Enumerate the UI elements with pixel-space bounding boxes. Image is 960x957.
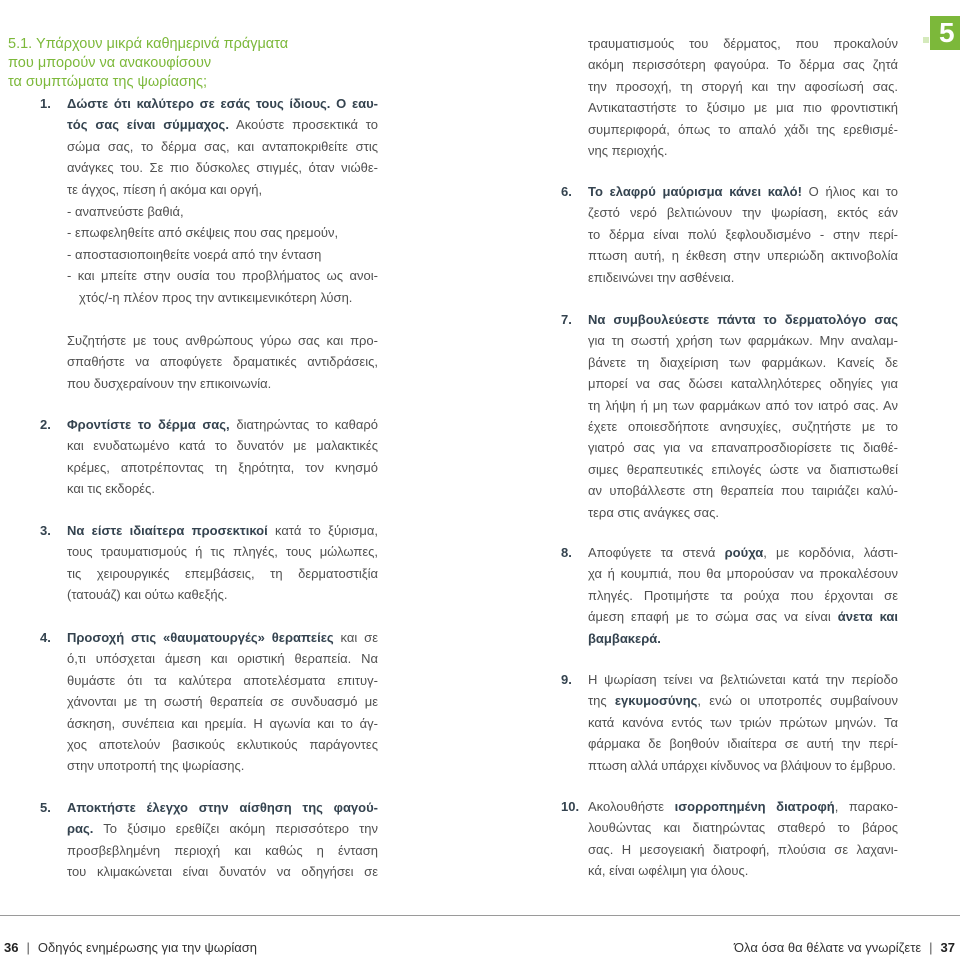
emphasized-text: ρας. [67, 821, 94, 837]
list-item-9 [561, 669, 898, 776]
text-line [67, 691, 378, 712]
text-line [561, 796, 898, 817]
body-text: , με κορδόνια, λάστι- [763, 545, 898, 560]
footer-right [734, 940, 955, 956]
body-text: μπορεί να σας δώσει καταλληλότερες οδηγίες για [588, 376, 898, 392]
list-item-8 [561, 542, 898, 649]
text-line [588, 502, 898, 523]
body-text: κά, είναι ωφέλιμη για όλους. [588, 863, 749, 879]
body-text: χα ή κουμπιά, που θα μπορούσαν να προκαλέσουν [588, 566, 898, 582]
text-line [67, 201, 378, 222]
body-text: τερα στις ανάγκες σας. [588, 504, 719, 520]
chapter-number: 5 [939, 17, 955, 48]
body-text: νης περιοχής. [588, 143, 668, 159]
text-line [588, 459, 898, 480]
body-text: αν υποβάλλεστε στη θεραπεία που ταιριάζει καλύ- [588, 483, 898, 499]
body-text: θυμάστε ότι τα καλύτερα αποτελέσματα επιτυγ- [67, 672, 378, 688]
bullet-item [67, 222, 378, 243]
body-text: της [588, 693, 615, 709]
text-line [588, 352, 898, 373]
footer-separator: | [26, 940, 30, 955]
emphasized-text: Να είστε ιδιαίτερα προσεκτικοί [67, 523, 268, 538]
item-number: 10. [561, 799, 580, 814]
body-text: γιατρό σας για να επαναπροσδιορίσετε τις διαθέ- [588, 440, 898, 456]
text-line [561, 542, 898, 563]
text-line [588, 97, 898, 118]
body-text: την προσοχή, τη στοργή και την αφοσίωσή σας. [588, 78, 898, 94]
body-text: Ακολουθήστε [588, 799, 675, 814]
list-item-1-note [67, 330, 378, 394]
text-line [588, 330, 898, 351]
item-number: 4. [40, 630, 51, 645]
body-text: τε άγχος, πίεση ή ακόμα και οργή, [67, 181, 263, 197]
text-line [67, 818, 378, 839]
text-line [67, 222, 378, 243]
body-text: ανάγκες του. Σε πιο δύσκολες στιγμές, όταν νιώθε- [67, 160, 378, 176]
body-text: (τατουάζ) και ούτω καθεξής. [67, 587, 228, 603]
list-item-10 [561, 796, 898, 882]
footer-left [4, 940, 257, 956]
body-text: λουθώντας και διατηρώντας σταθερό το βάρος [588, 820, 898, 836]
body-text: τη λήψη ή μη των φαρμάκων από τον ιατρό σας. Αν [588, 397, 898, 413]
body-text: πληγές. Προτιμήστε τα ρούχα που έρχονται σε [588, 587, 898, 603]
body-text: κρέμες, αποτρέποντας τη ξηρότητα, τον κνησμό [67, 459, 378, 475]
list-item-2 [40, 414, 378, 500]
page-number-right: 37 [940, 940, 955, 955]
body-text: ακόμη περισσότερη φαγούρα. Το δέρμα σας ζητά [588, 57, 898, 73]
body-text: - αναπνεύστε βαθιά, [67, 204, 184, 219]
emphasized-text: Δώστε ότι καλύτερο σε εσάς τους ίδιους. Ο εαυ- [67, 96, 378, 111]
body-text: χος αποτελούν βασικούς εκλυτικούς παράγοντες [67, 737, 378, 753]
left-page-column [40, 0, 378, 957]
body-text: που δυσχεραίνουν την επικοινωνία. [67, 375, 272, 391]
footer-section-title: Όλα όσα θα θέλατε να γνωρίζετε [733, 940, 922, 955]
text-line [588, 202, 898, 223]
body-text: χάνονται με τη σωστή θεραπεία σε συνδυασμό με [67, 694, 378, 710]
text-line [588, 224, 898, 245]
body-text: τις χειρουργικές επεμβάσεις, τη δερματοστιξία [67, 565, 378, 581]
chapter-tab [930, 16, 960, 50]
text-line [67, 840, 378, 861]
body-text: και ενυδατωμένο κατά το δυνατόν με μαλακτικές [67, 438, 378, 454]
text-line [67, 734, 378, 755]
body-text: Ο ήλιος και το [801, 184, 898, 199]
body-text: τραυματισμούς του δέρματος, που προκαλούν [588, 36, 898, 51]
text-line [67, 179, 378, 200]
text-line [588, 480, 898, 501]
text-line [67, 648, 378, 669]
body-text: διατηρώντας το καθαρό [229, 417, 378, 432]
body-text: ό,τι υπόσχεται άμεση και οριστική θεραπεία. Να [67, 651, 378, 667]
item-number: 7. [561, 312, 572, 327]
emphasized-text: τός σας είναι σύμμαχος. [67, 117, 229, 133]
body-text: σας. Η μεσογειακή διατροφή, πλούσια σε λαχανι- [588, 841, 898, 857]
text-line [40, 627, 378, 648]
list-item-3 [40, 520, 378, 606]
body-text: του κλιμακώνεται είναι δυνατόν να οδηγήσει σε [67, 864, 378, 880]
body-text: για τη σωστή χρήση των φαρμάκων. Μην αναλαμ- [588, 333, 898, 349]
body-text: - επωφεληθείτε από σκέψεις που σας ηρεμούν, [67, 225, 339, 241]
text-line [67, 244, 378, 265]
body-text: Συζητήστε με τους ανθρώπους γύρω σας και προ- [67, 333, 378, 348]
text-line [588, 860, 898, 881]
item-number: 8. [561, 545, 572, 560]
body-text: φάρμακα δε βοηθούν ιδιαίτερα σε αυτή την περί- [588, 736, 898, 752]
text-line [588, 437, 898, 458]
footer-publication-title: Οδηγός ενημέρωσης για την ψωρίαση [37, 940, 257, 955]
body-text: σώμα σας, το δέρμα σας, και ανταποκριθείτε στις [67, 138, 378, 154]
emphasized-text: Αποκτήστε έλεγχο στην αίσθηση της φαγού- [67, 800, 378, 815]
text-line [67, 287, 378, 308]
text-line [588, 54, 898, 75]
text-line [67, 435, 378, 456]
text-line [561, 309, 898, 330]
text-line [67, 478, 378, 499]
heading-line: που μπορούν να ανακουφίσουν [8, 55, 212, 71]
text-line [40, 797, 378, 818]
bullet-item [67, 244, 378, 265]
emphasized-text: Να συμβουλεύεστε πάντα το δερματολόγο σας [588, 312, 898, 327]
body-text: το δέρμα είναι πολύ ξεφλουδισμένο - στην περί- [588, 226, 898, 242]
text-line [588, 33, 898, 54]
body-text: άσκηση, συνέπεια και ηρεμία. Η αγωνία και το άγ- [67, 715, 378, 731]
body-text: κατά το ξύρισμα, [267, 523, 378, 538]
body-text: Αποφύγετε τα στενά [588, 545, 725, 560]
body-text: έχετε οποιεσδήποτε ανησυχίες, συζητήστε με το [588, 419, 898, 435]
emphasized-text: εγκυμοσύνης [614, 693, 698, 709]
text-line [67, 713, 378, 734]
text-line [588, 119, 898, 140]
text-line [40, 520, 378, 541]
body-text: βάνετε τη διαχείριση των φαρμάκων. Κανείς δε [588, 354, 898, 370]
text-line [561, 181, 898, 202]
text-line [67, 457, 378, 478]
text-line [588, 817, 898, 838]
text-line [67, 330, 378, 351]
text-line [588, 267, 898, 288]
text-line [588, 245, 898, 266]
body-text: σιμες θεραπευτικές επιλογές ώστε να διαπιστωθεί [588, 461, 898, 477]
body-text: , ενώ οι υποτροπές συμβαίνουν [697, 693, 898, 709]
body-text: προσβεβλημένη περιοχή και καθώς η ένταση [67, 842, 378, 858]
list-item-5 [40, 797, 378, 883]
emphasized-text: ισορροπημένη διατροφή [674, 799, 835, 814]
text-line [40, 93, 378, 114]
body-text: - και μπείτε στην ουσία του προβλήματος ως ανοι- [67, 268, 378, 284]
text-line [67, 157, 378, 178]
body-text: χτός/-η πλέον προς την αντικειμενικότερη λύση. [79, 289, 353, 305]
body-text: Αντικαταστήστε το ξύσιμο με μια πιο φροντιστική [588, 100, 898, 116]
body-text: ζεστό νερό βελτιώνουν την ψωρίαση, εκτός εάν [588, 205, 898, 221]
text-line [588, 416, 898, 437]
body-text: και τις εκδορές. [67, 481, 155, 497]
body-text: άμεση επαφή με το σώμα σας να είναι [588, 609, 838, 625]
heading-line: τα συμπτώματα της ψωρίασης; [8, 74, 208, 90]
heading-line: 5.1. Υπάρχουν μικρά καθημερινά πράγματα [8, 36, 289, 52]
body-text: - αποστασιοποιηθείτε νοερά από την ένταση [67, 246, 322, 262]
text-line [588, 839, 898, 860]
item-number: 6. [561, 184, 572, 199]
body-text: επιδεινώνει την ασθένεια. [588, 269, 735, 285]
body-text: και σε [333, 630, 378, 645]
footer-divider [0, 915, 960, 916]
text-line [67, 351, 378, 372]
text-line [588, 76, 898, 97]
body-text: τους τραυματισμούς ή τις πληγές, τους μώλωπες, [67, 544, 378, 560]
body-text: κατά κανόνα εντός των τριών πρώτων μηνών. Τα [588, 714, 898, 730]
body-text: , παρακο- [834, 799, 898, 814]
text-line [67, 114, 378, 135]
text-line [67, 373, 378, 394]
body-text: Η ψωρίαση τείνει να βελτιώνεται κατά την περίοδο [588, 672, 898, 687]
text-line [67, 755, 378, 776]
text-line [67, 563, 378, 584]
emphasized-text: ρούχα [724, 545, 764, 560]
bullet-item [67, 265, 378, 308]
item-number: 2. [40, 417, 51, 432]
item-number: 3. [40, 523, 51, 538]
body-text: Ακούστε προσεκτικά το [228, 117, 378, 133]
text-line [588, 606, 898, 627]
text-line [588, 395, 898, 416]
footer-separator: | [929, 940, 933, 955]
list-item-6 [561, 181, 898, 288]
right-page-column [561, 0, 898, 957]
text-line [588, 755, 898, 776]
list-item-1 [40, 93, 378, 200]
item-number: 9. [561, 672, 572, 687]
text-line [67, 265, 378, 286]
body-text: πτωση αλλά υπάρχει κίνδυνος να βλάψουν το έμβρυο. [588, 757, 896, 773]
text-line [67, 136, 378, 157]
page-number-left: 36 [4, 940, 19, 955]
item-number: 1. [40, 96, 51, 111]
square-marker-icon [923, 37, 929, 43]
text-line [588, 140, 898, 161]
text-line [588, 373, 898, 394]
body-text: πτωση αυτή, η έκθεση στην υπεριώδη ακτινοβολία [588, 248, 898, 264]
emphasized-text: Προσοχή στις «θαυματουργές» θεραπείες [67, 630, 334, 645]
body-text: στην υποτροπή της ψωρίασης. [67, 758, 245, 774]
text-line [588, 563, 898, 584]
text-line [67, 584, 378, 605]
list-item-5-continued [588, 33, 898, 161]
text-line [588, 628, 898, 649]
body-text: Το ξύσιμο ερεθίζει ακόμη περισσότερο την [93, 821, 378, 837]
text-line [588, 690, 898, 711]
text-line [588, 733, 898, 754]
emphasized-text: άνετα και [837, 609, 898, 625]
emphasized-text: βαμβακερά. [588, 630, 661, 646]
text-line [67, 541, 378, 562]
bullet-item [67, 201, 378, 222]
item-number: 5. [40, 800, 51, 815]
body-text: σπαθήστε να αποφύγετε δραματικές αντιδράσεις, [67, 354, 378, 370]
bullet-list [67, 201, 378, 308]
list-item-7 [561, 309, 898, 523]
body-text: συμπεριφορά, όπως το απαλό χάδι της ερεθισμέ- [588, 121, 898, 137]
text-line [588, 585, 898, 606]
list-item-4 [40, 627, 378, 777]
text-line [67, 861, 378, 882]
text-line [40, 414, 378, 435]
emphasized-text: Το ελαφρύ μαύρισμα κάνει καλό! [588, 184, 802, 199]
text-line [67, 670, 378, 691]
text-line [588, 712, 898, 733]
text-line [561, 669, 898, 690]
emphasized-text: Φροντίστε το δέρμα σας, [67, 417, 230, 432]
